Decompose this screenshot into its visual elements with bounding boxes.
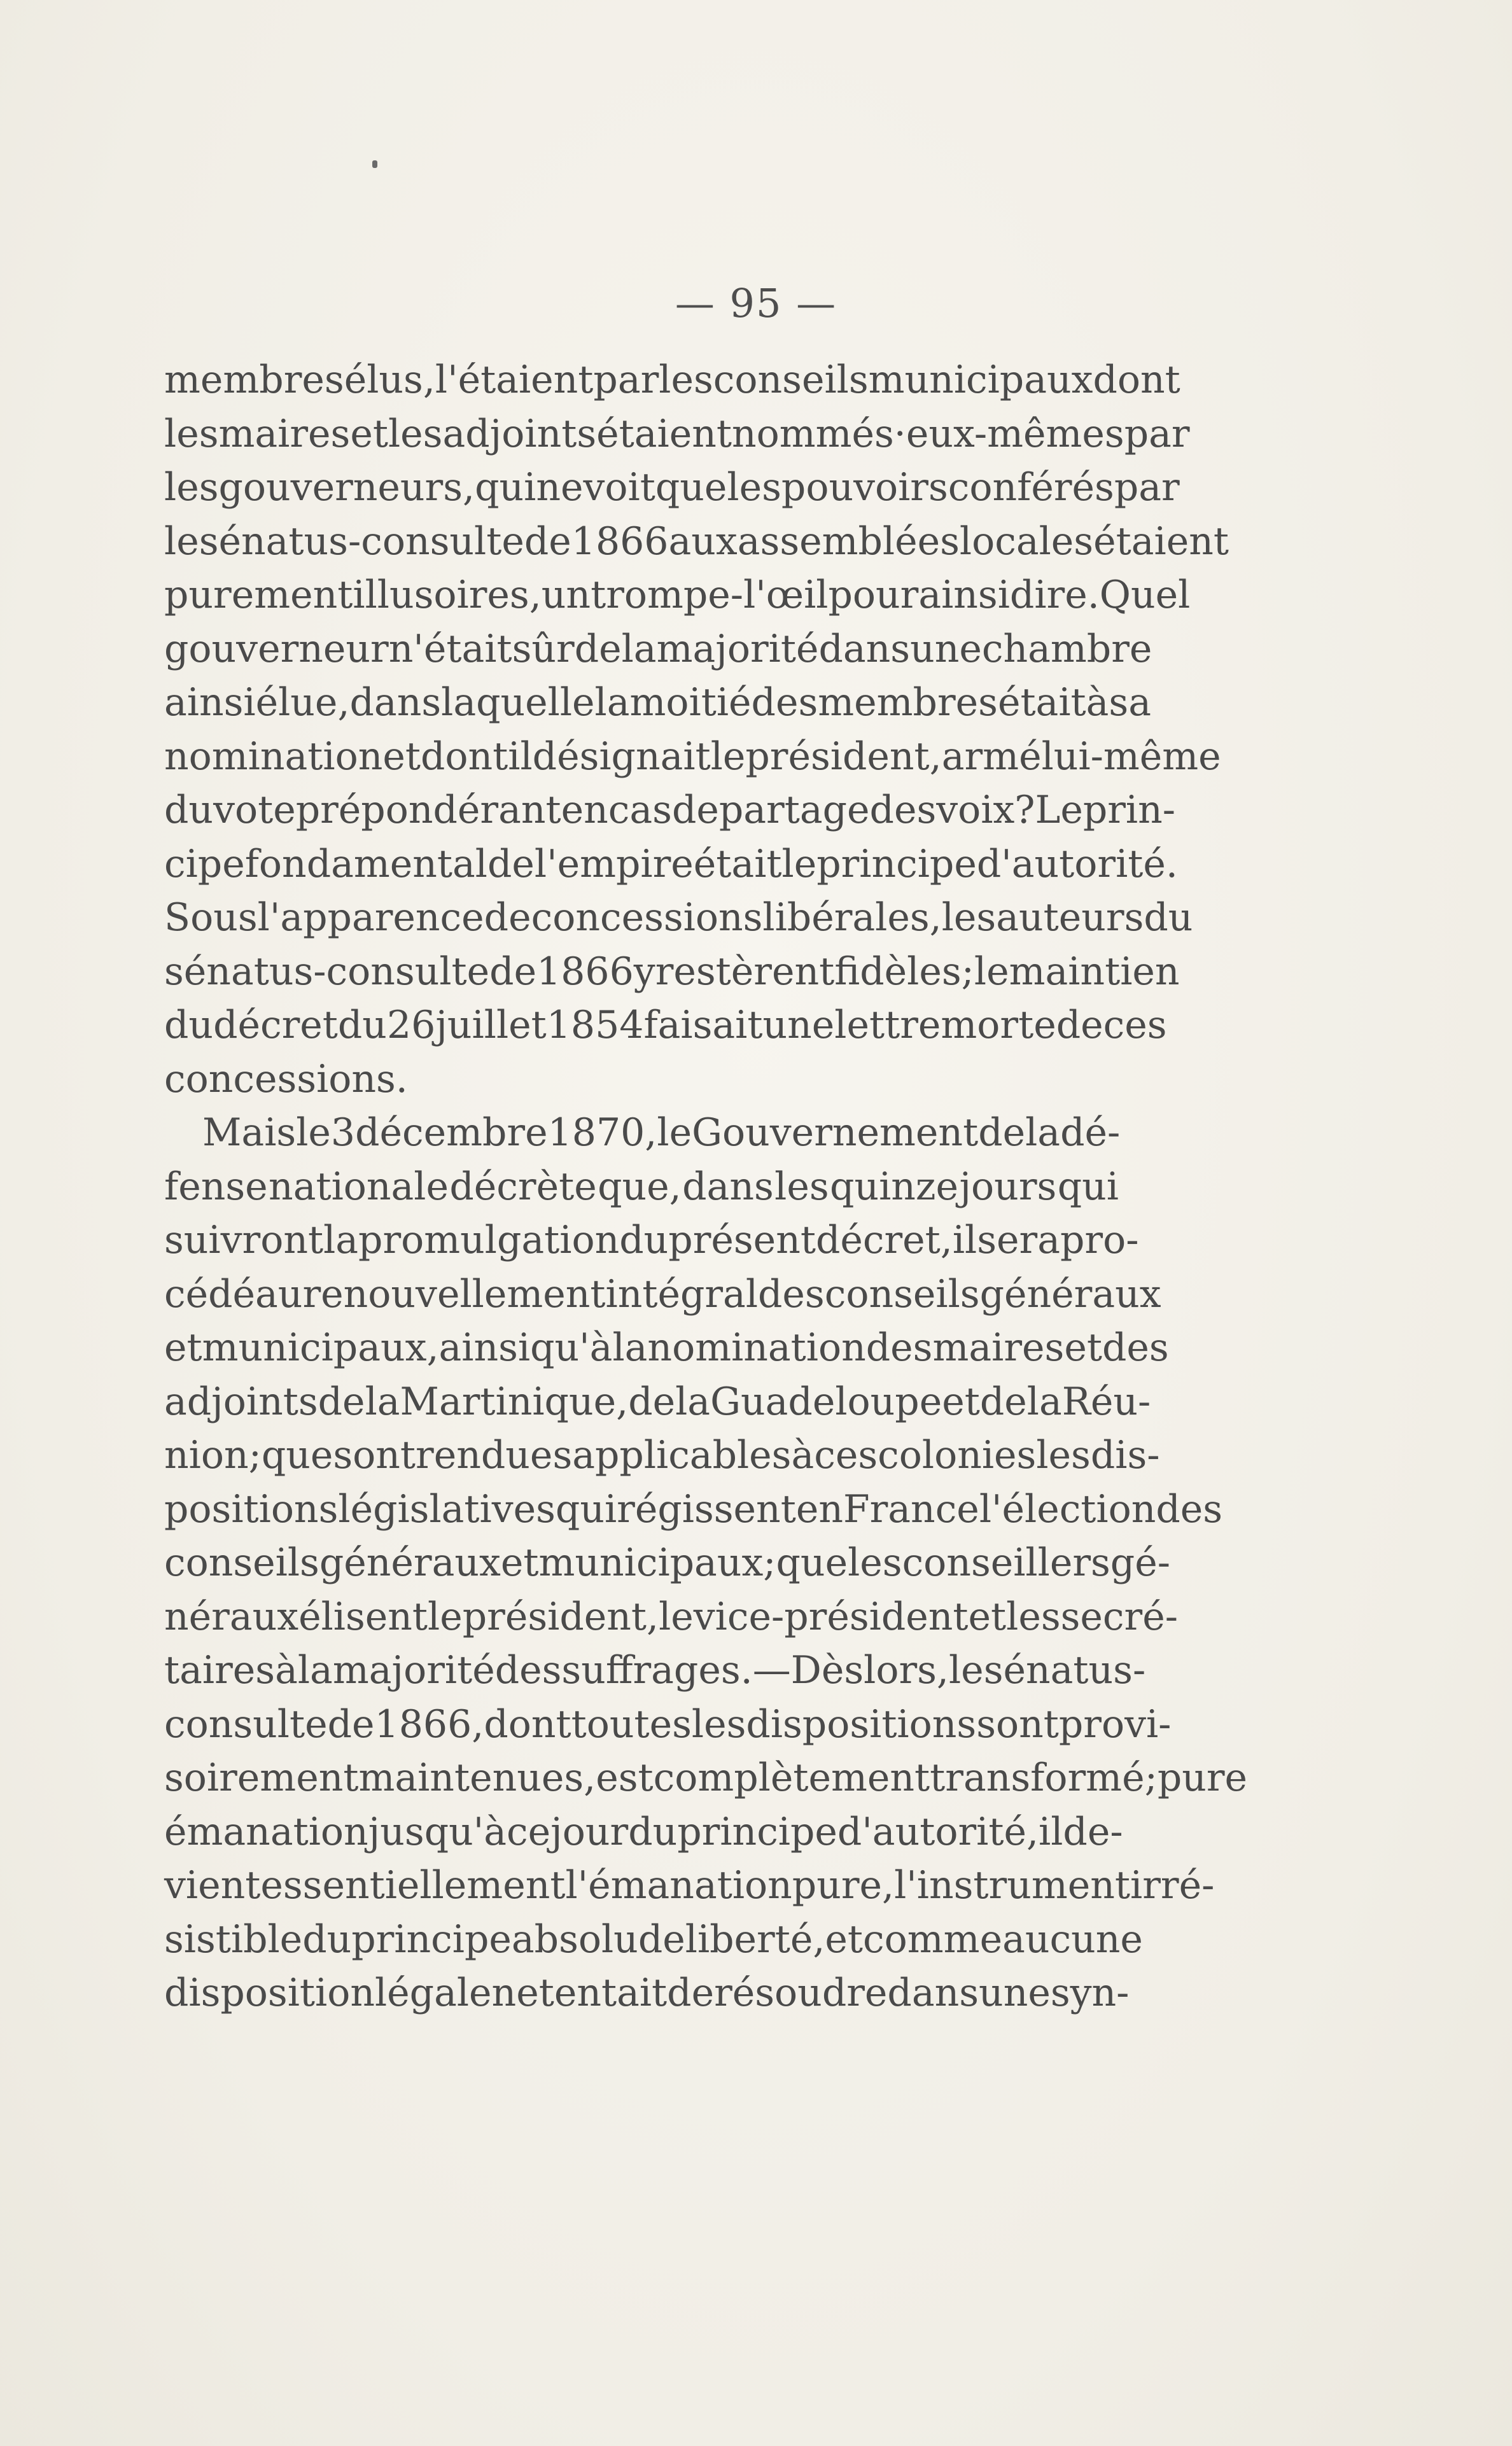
text-line: nomination et dont il désignait le président, armé lui-même [164, 734, 1221, 779]
text-line: fense nationale décrète que, dans les quinze jours qui [164, 1164, 1119, 1209]
text-line: conseils généraux et municipaux; que les conseillers gé- [164, 1541, 1170, 1585]
text-line: positions législatives qui régissent en France l'élection des [164, 1486, 1223, 1532]
text-line: néraux élisent le président, le vice-président et les secré- [164, 1594, 1178, 1639]
text-line: disposition légale ne tentait de résoudre dans une syn- [164, 1971, 1130, 2015]
text-line: et municipaux, ainsi qu'à la nomination des maires et des [164, 1325, 1169, 1370]
text-line: Mais le 3 décembre 1870, le Gouvernement de la dé- [202, 1110, 1121, 1155]
text-line: suivront la promulgation du présent décret, il sera pro- [164, 1218, 1139, 1262]
text-line: le sénatus-consulte de 1866 aux assemblées locales étaient [164, 519, 1229, 564]
text-line: ainsi élue, dans laquelle la moitié des membres était à sa [164, 680, 1151, 725]
text-line: du vote prépondérant en cas de partage des voix? Le prin- [164, 788, 1176, 832]
text-line: gouverneur n'était sûr de la majorité dans une chambre [164, 626, 1152, 671]
text-line: soirement maintenues, est complètement transformé; pure [164, 1756, 1248, 1800]
text-line: purement illusoires, un trompe-l'œil pour ainsi dire. Quel [164, 573, 1191, 617]
text-line: consulte de 1866, dont toutes les dispositions sont provi- [164, 1702, 1172, 1747]
text-line: cipe fondamental de l'empire était le principe d'autorité. [164, 841, 1178, 886]
ink-speck [372, 160, 377, 168]
page-number: — 95 — [675, 280, 837, 326]
text-line: vient essentiellement l'émanation pure, l'instrument irré- [164, 1863, 1215, 1908]
text-line: sénatus-consulte de 1866 y restèrent fidèles; le maintien [164, 949, 1180, 994]
text-line: cédé au renouvellement intégral des conseils généraux [164, 1271, 1161, 1317]
text-line: taires à la majorité des suffrages. — Dès lors, le sénatus- [164, 1648, 1146, 1693]
body-text [164, 353, 1248, 2020]
text-line: les maires et les adjoints étaient nommés·eux-mêmes par [164, 411, 1190, 456]
text-line: les gouverneurs, qui ne voit que les pouvoirs conférés par [164, 465, 1180, 510]
text-line: sistible du principe absolu de liberté, et comme aucune [164, 1917, 1143, 1962]
text-line: du décret du 26 juillet 1854 faisait une lettre morte de ces [164, 1003, 1167, 1047]
text-line: émanation jusqu'à ce jour du principe d'autorité, il de- [164, 1809, 1123, 1854]
text-line: Sous l'apparence de concessions libérales, les auteurs du [164, 895, 1193, 940]
text-line: concessions. [164, 1056, 408, 1101]
text-line: membres élus, l'étaient par les conseils municipaux dont [164, 358, 1180, 402]
text-line: nion; que sont rendues applicables à ces colonies les dis- [164, 1433, 1160, 1478]
text-line: adjoints de la Martinique, de la Guadeloupe et de la Réu- [164, 1379, 1151, 1424]
